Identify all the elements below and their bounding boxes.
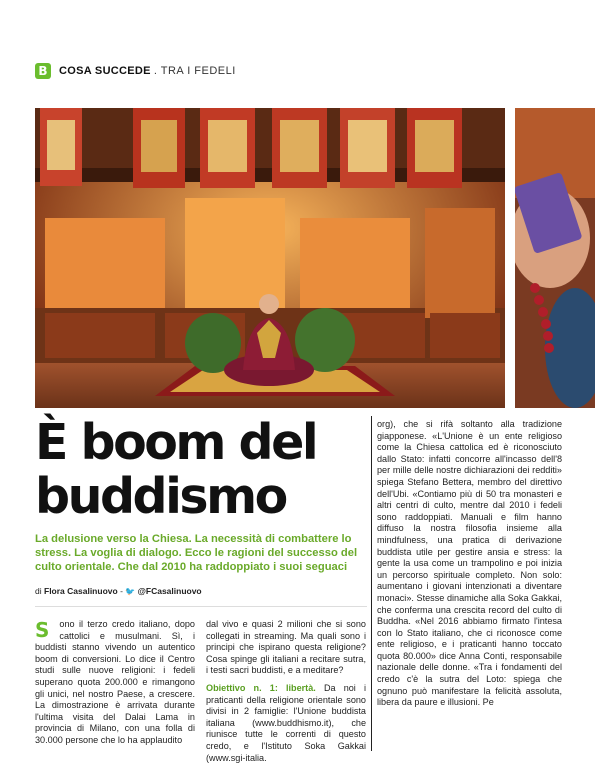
author-name: Flora Casalinuovo (44, 586, 118, 596)
prayer-beads-photo (515, 108, 595, 408)
article-lead: La delusione verso la Chiesa. La necessità di combattere lo stress. La voglia di dialogo. Ecco le ragioni del successo del culto orientale. Che dal 2010 ha raddoppiato i suoi seguaci (35, 533, 358, 573)
drop-cap: S (35, 618, 50, 642)
column-3-text: org), che si rifà soltanto alla tradizione giapponese. «L'Unione è un ente religioso come la Chiesa cattolica ed è riconosciuto dallo Stato: infatti concorre all'incasso dell'8 per mille delle nostre dichiarazioni dei redditi» spiega Stefano Bettera, membro del direttivo dell'Ubi. «Contiamo più di 50 tra monasteri e altri centri di culto, mentre dal 2010 i fedeli sono raddoppiati. Manuali e film hanno diffuso la nostra filosofia insieme alla mindfulness, una pratica di derivazione buddista utile per gestire ansia e stress: la gente la usa come un trampolino e poi inizia un percorso spirituale completo. Non solo: aumentano i giovani intenzionati a diventare monaci». Stesse dinamiche alla Soka Gakkai, che conferma una crescita record del culto di Buddha. «Nel 2016 abbiamo firmato l'intesa con lo Stato italiano, che ci riconosce come ente religioso, e i praticanti hanno toccato quota 80.000» dice Anna Conti, responsabile nazionale delle donne. «Tra i fondamenti del credo c'è la sutra del Loto: spiega che ognuno può manifestare la felicità assoluta, libera da paure e illusioni. Pe (377, 419, 562, 708)
column-1 (35, 619, 195, 747)
temple-photo (35, 108, 505, 408)
section-label: COSA SUCCEDE (59, 65, 151, 77)
magazine-logo: B (35, 63, 51, 79)
subsection-label: . TRA I FEDELI (153, 65, 236, 77)
column-divider (371, 416, 372, 751)
divider (35, 606, 367, 607)
column-2 (206, 619, 366, 764)
column-3 (377, 419, 562, 709)
twitter-icon: 🐦 (125, 587, 136, 596)
byline-prefix: di (35, 586, 42, 596)
article-title: È boom del buddismo (35, 414, 317, 525)
column-2-text: dal vivo e quasi 2 milioni che si sono collegati in streaming. Ma quali sono i principi che ispirano questa religione? Cosa spinge gli italiani a recitare sutra, i testi sacri buddisti, e a meditare? (206, 619, 366, 676)
author-handle[interactable]: @FCasalinuovo (137, 586, 202, 596)
column-1-text: ono il terzo credo italiano, dopo cattolici e musulmani. Sì, i buddisti stanno vivendo un autentico boom di conversioni. Lo dice il Centro studi sulle nuove religioni: i fedeli superano quota 200.000 e rimangono gli unici, nel nostro Paese, a crescere. La dimostrazione è arrivata durante l'ultima visita del Dalai Lama in provincia di Milano, con una folla di 30.000 persone che lo ha applaudito (35, 619, 195, 745)
column-2-text-2: Da noi i praticanti della religione orientale sono divisi in 2 famiglie: l'Unione buddista italiana (www.buddhismo.it), che riunisce tutte le correnti di questo credo, e l'Istituto Soka Gakkai (www.sgi-italia. (206, 682, 366, 763)
subheading: Obiettivo n. 1: libertà. (206, 682, 316, 693)
section-header (35, 62, 236, 80)
byline: di Flora Casalinuovo - 🐦 @FCasalinuovo (35, 586, 202, 596)
